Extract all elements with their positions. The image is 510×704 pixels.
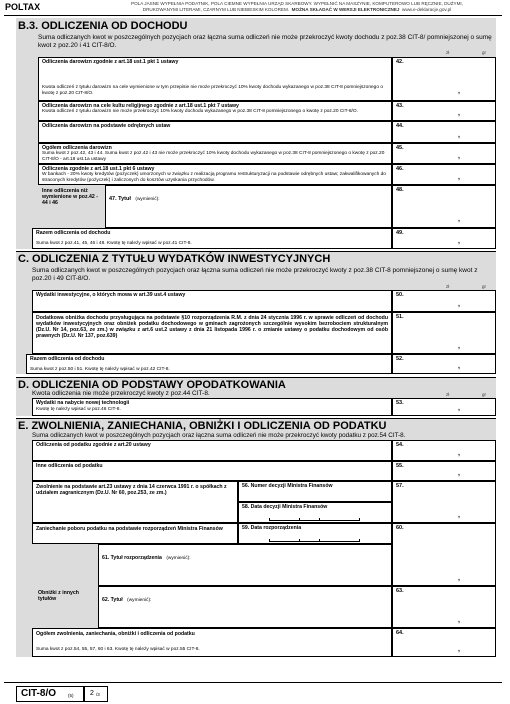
field-52-number: 52. bbox=[396, 356, 404, 362]
field-54[interactable]: 54. , bbox=[392, 440, 496, 461]
field-56-label: 56. Numer decyzji Ministra Finansów bbox=[242, 483, 333, 489]
header-line2b: MOŻNA SKŁADAĆ W WERSJI ELEKTRONICZNEJ bbox=[291, 7, 400, 12]
field-55-number: 55. bbox=[396, 463, 404, 469]
field-58[interactable] bbox=[238, 502, 392, 523]
d-row-53-label-box bbox=[32, 398, 392, 416]
field-46[interactable]: 46. , bbox=[392, 164, 496, 185]
e-row-64-label: Ogółem zwolnienia, zaniechania, obniżki i odliczenia od podatku bbox=[36, 631, 195, 637]
field-48-number: 48. bbox=[396, 187, 404, 193]
field-46-number: 46. bbox=[396, 166, 404, 172]
field-53-number: 53. bbox=[396, 400, 404, 406]
section-d-title: D. ODLICZENIA OD PODSTAWY OPODATKOWANIA bbox=[18, 379, 286, 391]
c-row-50-label-box bbox=[32, 290, 392, 312]
form-version: (5) bbox=[68, 693, 74, 698]
section-e-desc: Suma odliczanych kwot w poszczególnych pozycjach oraz łączna suma odliczeń nie może przekroczyć kwoty podatku z poz.54 CIT-8. bbox=[32, 432, 406, 439]
e-row-57-label-box bbox=[32, 481, 238, 523]
field-60-number: 60. bbox=[396, 525, 404, 531]
field-58-label: 58. Data decyzji Ministra Finansów bbox=[242, 504, 328, 510]
field-64[interactable]: 64. , bbox=[392, 628, 496, 657]
e-row-55-label: Inne odliczenia od podatku bbox=[36, 463, 103, 469]
section-b3-desc: Suma odliczanych kwot w poszczególnych pozycjach oraz łączna suma odliczeń nie może przekroczyć kwoty dochodu z poz.38 CIT-8/ pomniejszonej o sumę kwot z poz.20 i 41 CIT-8/O. bbox=[38, 34, 492, 49]
unit-gr: gr bbox=[482, 50, 487, 55]
e-row-54-label: Odliczenia od podatku zgodnie z art.20 ustawy bbox=[36, 442, 151, 448]
b3-row-45-note: Suma kwot z poz.42, 43 i 44. Suma kwot z poz.42 i 43 nie może przekroczyć 10% kwoty dochodu wykazanego w poz.38 CIT-8 pomniejszonego o kwotę z poz.20 CIT-8/O - art.18 ust.1a ustawy bbox=[42, 151, 385, 162]
header-url: www.e-deklaracje.gov.pl bbox=[402, 7, 452, 12]
form-code: CIT-8/O bbox=[21, 688, 57, 699]
field-45[interactable]: 45. , bbox=[392, 143, 496, 164]
e-row-60-label-box bbox=[32, 523, 238, 544]
unit-zl: zł bbox=[446, 392, 450, 397]
section-c-desc: Suma odliczanych kwot w poszczególnych pozycjach oraz łączna suma odliczeń nie może przekroczyć kwoty z poz.38 CIT-8 pomniejszonej o sumę kwot z poz.20 i 49 CIT-8/O. bbox=[32, 267, 478, 282]
e-row-55-label-box bbox=[32, 461, 392, 481]
field-42-number: 42. bbox=[396, 59, 404, 65]
field-44-number: 44. bbox=[396, 123, 404, 129]
field-50-number: 50. bbox=[396, 292, 404, 298]
field-50[interactable]: 50. , bbox=[392, 290, 496, 312]
field-61-label: 61. Tytuł rozporządzenia bbox=[102, 555, 162, 561]
form-code-box bbox=[16, 686, 84, 702]
field-59-label: 59. Data rozporządzenia bbox=[242, 525, 302, 531]
d-row-53-label: Wydatki na nabycie nowej technologii bbox=[36, 400, 130, 406]
b3-row-49-note: Suma kwot z poz.41, 45, 46 i 48. Kwotę tę należy wpisać w poz.41 CIT-8. bbox=[36, 241, 192, 246]
e-row-57-label: Zwolnienie na podstawie art.23 ustawy z dnia 14 czerwca 1991 r. o spółkach z udziałem zagranicznym (Dz.U. Nr 60, poz.253, ze zm.) bbox=[36, 484, 227, 496]
field-55[interactable]: 55. , bbox=[392, 461, 496, 481]
field-49[interactable]: 49. , bbox=[392, 228, 496, 249]
c-row-51-label: Dodatkowa obniżka dochodu przysługująca na podstawie §10 rozporządzenia R.M. z dnia 24 stycznia 1996 r. w sprawie odliczeń od dochodu wydatków inwestycyjnych oraz obniżek podatku dochodowego w gminach zagrożonych szczególnie wysokim bezrobociem strukturalnym (Dz.U. Nr 14, poz.63, ze zm.) w związku z art.6 ust.2 ustawy z dnia 21 listopada 1996 r. o zmianie ustawy o podatku dochodowym od osób prawnych (Dz.U. Nr 137, poz.639) bbox=[36, 315, 388, 339]
field-63-number: 63. bbox=[396, 588, 404, 594]
b3-row-46-note: W bankach - 20% kwoty kredytów (pożyczek) umorzonych w związku z realizacją programu restrukturyzacji na podstawie odrębnych ustaw; zakwalifikowanych do straconych kredytów (pożyczek) i zaliczonych do kosztów uzyskania przychodów. bbox=[42, 172, 386, 183]
field-59[interactable] bbox=[238, 523, 392, 544]
c-row-50-label: Wydatki inwestycyjne, o których mowa w art.39 ust.4 ustawy bbox=[36, 292, 186, 298]
field-54-number: 54. bbox=[396, 442, 404, 448]
c-row-52-label-box bbox=[26, 354, 392, 374]
poltax-logo: POLTAX bbox=[5, 2, 41, 12]
field-62[interactable] bbox=[98, 586, 392, 628]
field-53[interactable]: 53. , bbox=[392, 398, 496, 416]
field-61[interactable] bbox=[98, 544, 392, 586]
unit-zl: zł bbox=[446, 284, 450, 289]
field-57-number: 57. bbox=[396, 483, 404, 489]
section-e-title: E. ZWOLNIENIA, ZANIECHANIA, OBNIŻKI I ODLICZENIA OD PODATKU bbox=[18, 420, 387, 432]
b3-row-46-label-box bbox=[38, 164, 392, 185]
header-line1: POLA JASNE WYPEŁNIA PODATNIK, POLA CIEMNE WYPEŁNIA URZĄD SKARBOWY. WYPEŁNIĆ NA MASZYNIE, KOMPUTEROWO LUB RĘCZNIE, DUŻYMI, bbox=[131, 1, 463, 6]
field-45-number: 45. bbox=[396, 145, 404, 151]
b3-row-44-label: Odliczenia darowizn na podstawie odrębnych ustaw bbox=[42, 123, 171, 129]
field-43[interactable]: 43. , bbox=[392, 101, 496, 121]
field-61-hint: (wymienić): bbox=[166, 556, 191, 561]
field-43-number: 43. bbox=[396, 103, 404, 109]
c-row-51-label-box bbox=[32, 312, 392, 354]
b3-row-42-label-box bbox=[38, 57, 392, 101]
field-51[interactable]: 51. , bbox=[392, 312, 496, 354]
b3-other-deductions-label: Inne odliczenia niż wymienione w poz.42 - 44 i 46 bbox=[42, 188, 98, 206]
unit-gr: gr bbox=[482, 284, 487, 289]
section-b3-title: B.3. ODLICZENIA OD DOCHODU bbox=[18, 20, 188, 32]
field-56[interactable] bbox=[238, 481, 392, 502]
field-62-label: 62. Tytuł bbox=[102, 597, 123, 603]
field-63[interactable]: 63. , bbox=[392, 586, 496, 628]
header-line2: DRUKOWANYMI LITERAMI, CZARNYM LUB NIEBIESKIM KOLOREM. bbox=[142, 7, 290, 12]
d-row-53-note: Kwotę tę należy wpisać w poz.46 CIT-8. bbox=[36, 407, 121, 412]
b3-row-49-label-box bbox=[32, 228, 392, 249]
unit-gr: gr bbox=[482, 392, 487, 397]
field-51-number: 51. bbox=[396, 314, 404, 320]
b3-row-43-note: Kwota odliczeń z tytułu darowizn nie może przekroczyć 10% kwoty dochodu wykazanego w poz.38 CIT-8 pomniejszonego o kwotę z poz.20 CIT-8/O. bbox=[42, 109, 358, 114]
header-instructions bbox=[92, 1, 502, 13]
section-d-desc: Kwota odliczenia nie może przekroczyć kwoty z poz.44 CIT-8. bbox=[32, 390, 210, 397]
b3-row-43-label: Odliczenia darowizn na cele kultu religijnego zgodnie z art.18 ust.1 pkt 7 ustawy bbox=[42, 103, 239, 109]
c-row-52-label: Razem odliczenia od dochodu bbox=[30, 356, 105, 362]
field-57[interactable]: 57. , bbox=[392, 481, 496, 523]
c-row-52-note: Suma kwot z poz.50 i 51. Kwotę tę należy wpisać w poz.42 CIT-8. bbox=[30, 367, 170, 372]
b3-row-42-note: Kwota odliczeń z tytułu darowizn na cele wymienione w tym przepisie nie może przekroczyć 10% kwoty dochodu wykazanego w poz.38 CIT-8 pomniejszonego o kwotę z poz.20 CIT-8/O. bbox=[42, 85, 384, 96]
field-47-label: 47. Tytuł bbox=[109, 196, 131, 202]
b3-row-43-label-box bbox=[38, 101, 392, 121]
field-52[interactable]: 52. , bbox=[392, 354, 496, 374]
field-44[interactable]: 44. , bbox=[392, 121, 496, 143]
field-49-number: 49. bbox=[396, 230, 404, 236]
field-62-hint: (wymienić): bbox=[127, 598, 152, 603]
b3-row-45-label-box bbox=[38, 143, 392, 164]
b3-row-44-label-box bbox=[38, 121, 392, 143]
e-other-reductions-label: Obniżki z innych tytułów bbox=[38, 590, 79, 602]
field-64-number: 64. bbox=[396, 630, 404, 636]
section-c-title: C. ODLICZENIA Z TYTUŁU WYDATKÓW INWESTYCYJNYCH bbox=[18, 253, 331, 265]
field-48[interactable]: 48. , bbox=[392, 185, 496, 228]
field-47[interactable] bbox=[105, 185, 392, 228]
unit-zl: zł bbox=[446, 50, 450, 55]
page-total: /3 bbox=[96, 692, 100, 697]
page-number-box bbox=[84, 686, 108, 702]
b3-row-46-label: Odliczenia zgodnie z art.18 ust.1 pkt 6 ustawy bbox=[42, 166, 155, 172]
field-47-hint: (wymienić): bbox=[135, 197, 160, 202]
e-row-64-note: Suma kwot z poz.54, 55, 57, 60 i 63. Kwotę tę należy wpisać w poz.55 CIT-8. bbox=[36, 647, 200, 652]
e-row-54-label-box bbox=[32, 440, 392, 461]
page-number: 2 bbox=[90, 690, 94, 697]
b3-row-49-label: Razem odliczenia od dochodu bbox=[36, 230, 111, 236]
b3-row-45-label: Ogółem odliczenia darowizn bbox=[42, 145, 112, 151]
b3-row-42-label: Odliczenia darowizn zgodnie z art.18 ust.1 pkt 1 ustawy bbox=[42, 59, 179, 65]
field-42[interactable]: 42. , bbox=[392, 57, 496, 101]
e-row-64-label-box bbox=[32, 628, 392, 657]
field-60[interactable]: 60. , bbox=[392, 523, 496, 586]
e-row-60-label: Zaniechanie poboru podatku na podstawie rozporządzeń Ministra Finansów bbox=[36, 526, 223, 532]
